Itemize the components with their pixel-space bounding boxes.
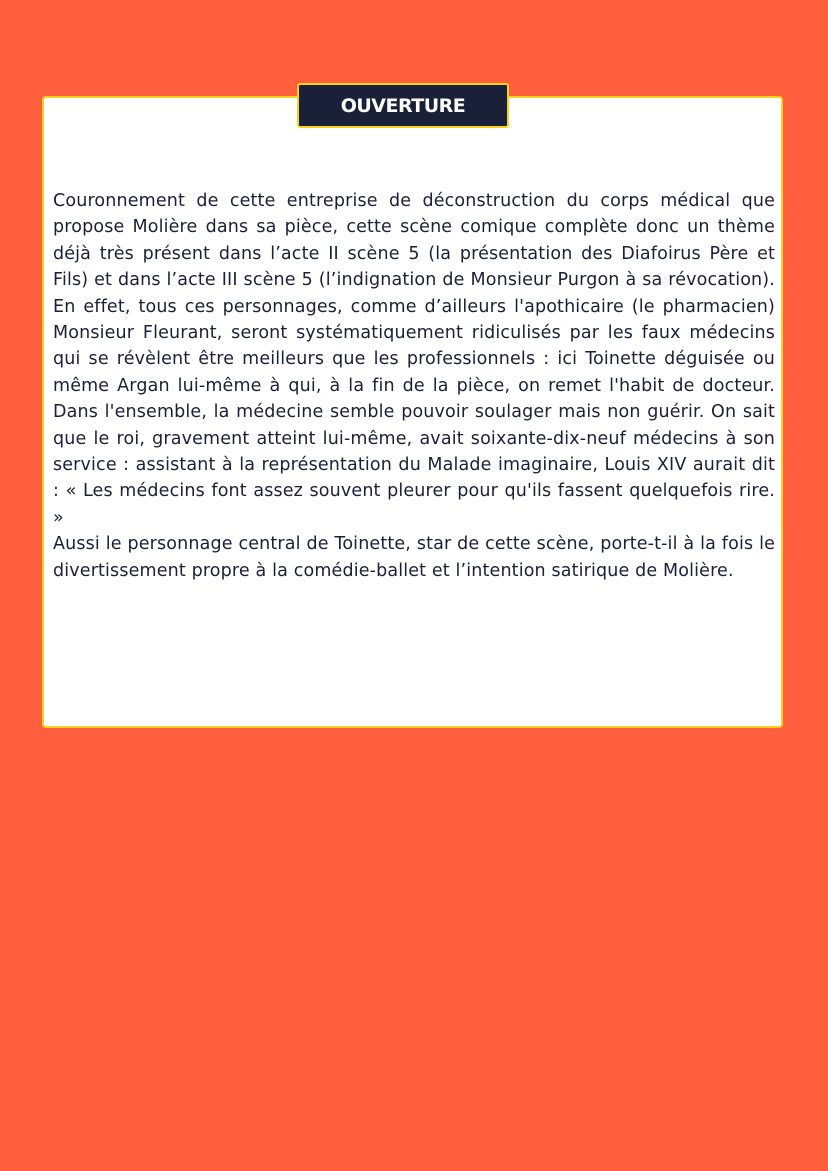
section-title: OUVERTURE bbox=[340, 94, 466, 117]
paragraph-conclusion: Aussi le personnage central de Toinette, star de cette scène, porte-t-il à la fois le divertissement propre à la comédie-ballet et l’intention satirique de Molière. bbox=[53, 534, 775, 581]
paragraph-main: Couronnement de cette entreprise de déconstruction du corps médical que propose Molière dans sa pièce, cette scène comique complète donc un thème déjà très présent dans l’acte II scène 5 (la présentation des Diafoirus Père et Fils) et dans l’acte III scène 5 (l’indignation de Monsieur Purgon à sa révocation). En effet, tous ces personnages, comme d’ailleurs l'apothicaire (le pharmacien) Monsieur Fleurant, seront systématiquement ridiculisés par les faux médecins qui se révèlent être meilleurs que les professionnels : ici Toinette déguisée ou même Argan lui-même à qui, à la fin de la pièce, on remet l'habit de docteur. Dans l'ensemble, la médecine semble pouvoir soulager mais non guérir. On sait que le roi, gravement atteint lui-même, avait soixante-dix-neuf médecins à son service : assistant à la représentation du Malade imaginaire, Louis XIV aurait dit : « Les médecins font assez souvent pleurer pour qu'ils fassent quelquefois rire. » bbox=[53, 191, 775, 528]
content-card bbox=[42, 96, 783, 728]
body-text bbox=[53, 188, 775, 584]
section-title-badge bbox=[297, 83, 509, 128]
